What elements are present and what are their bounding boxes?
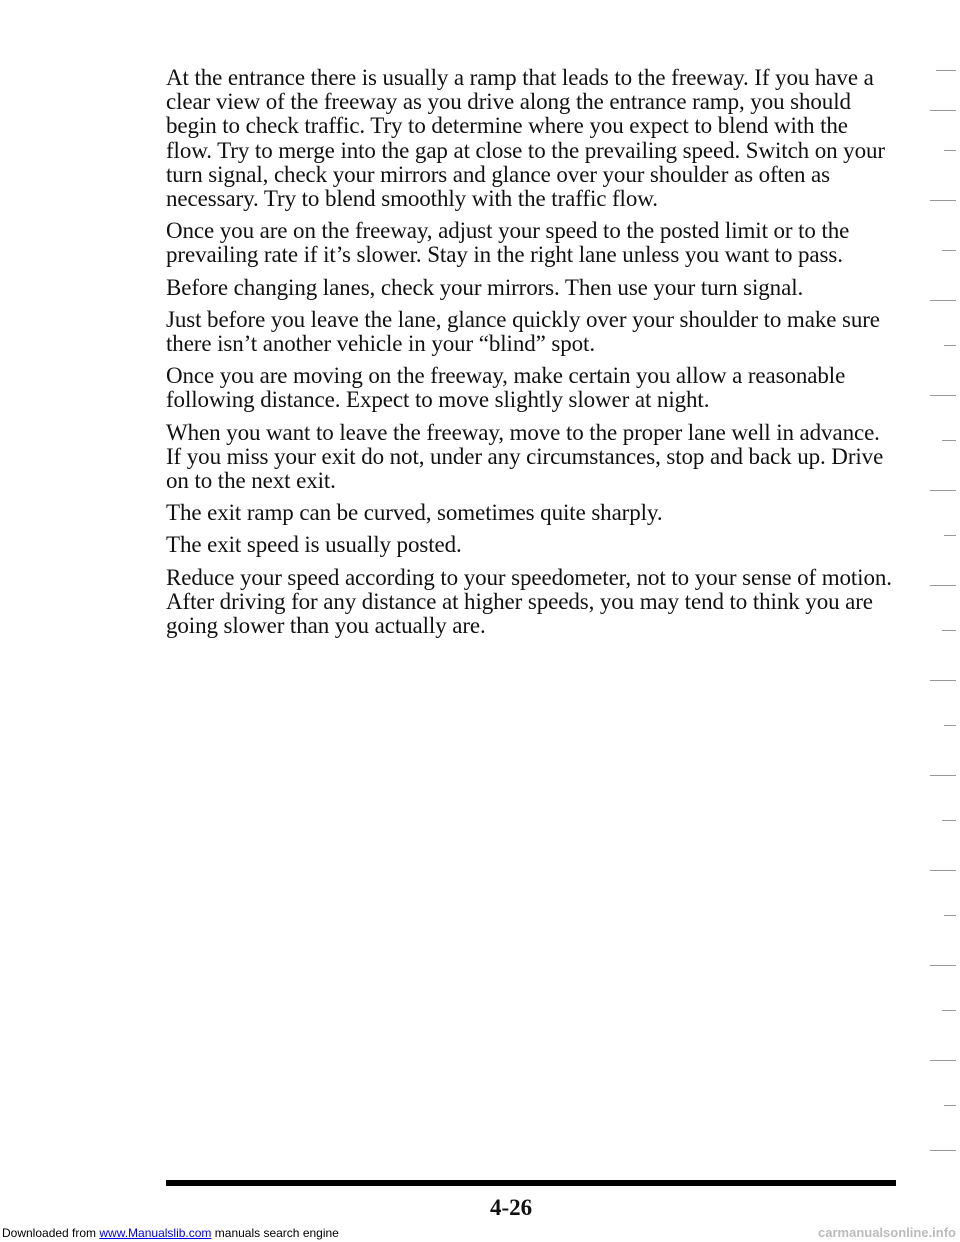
paragraph-exit-ramp: The exit ramp can be curved, sometimes quite sharply. [166,500,663,526]
margin-mark [930,870,956,871]
margin-mark [930,200,956,201]
margin-mark [944,915,956,916]
margin-mark [930,490,956,491]
margin-mark [944,1105,956,1106]
manualslib-link[interactable]: www.Manualslib.com [99,1226,212,1240]
paragraph-changing-lanes: Before changing lanes, check your mirrors. Then use your turn signal. [166,274,804,300]
body-text [166,66,896,646]
margin-mark [930,680,956,681]
paragraph-freeway-entrance: At the entrance there is usually a ramp that leads to the freeway. If you have a clear view of the freeway as you drive along the entrance ramp, you should begin to check traffic. Try to determine where you expect to blend with the flow. Try to merge into the gap at close to the prevailing speed. Switch on your turn signal, check your mirrors and glance over your shoulder as often as necessary. Try to blend smoothly with the traffic flow. [166,65,885,212]
paragraph-on-freeway: Once you are on the freeway, adjust your speed to the posted limit or to the prevailing rate if it’s slower. Stay in the right lane unless you want to pass. [166,218,850,268]
margin-mark [930,965,956,966]
footer-rule [166,1180,896,1186]
margin-mark [944,535,956,536]
margin-mark [930,395,956,396]
margin-mark [930,300,956,301]
margin-mark [930,1150,956,1151]
margin-mark [942,1010,956,1011]
margin-mark [930,110,956,111]
paragraph-leaving-freeway: When you want to leave the freeway, move to the proper lane well in advance. If you miss your exit do not, under any circumstances, stop and back up. Drive on to the next exit. [166,419,884,494]
page-number: 4-26 [490,1195,533,1220]
margin-mark [930,775,956,776]
margin-mark [942,820,956,821]
margin-mark [930,1060,956,1061]
download-footer [2,1226,339,1240]
margin-mark [942,250,956,251]
footer-suffix: manuals search engine [211,1226,339,1240]
footer-prefix: Downloaded from [2,1226,100,1240]
margin-mark [930,585,956,586]
paragraph-exit-speed: The exit speed is usually posted. [166,532,462,558]
margin-mark [942,630,956,631]
margin-mark [936,70,956,71]
margin-mark [944,345,956,346]
paragraph-blind-spot: Just before you leave the lane, glance quickly over your shoulder to make sure there isn’t another vehicle in your “blind” spot. [166,306,880,357]
margin-mark [944,725,956,726]
margin-mark [942,440,956,441]
margin-registration-marks [916,70,956,1170]
margin-mark [944,150,956,151]
paragraph-reduce-speed: Reduce your speed according to your speedometer, not to your sense of motion. After driving for any distance at higher speeds, you may tend to think you are going slower than you actually are. [166,564,892,639]
watermark: carmanualsonline.info [818,1225,956,1240]
paragraph-following-distance: Once you are moving on the freeway, make certain you allow a reasonable following distance. Expect to move slightly slower at night. [166,363,846,413]
